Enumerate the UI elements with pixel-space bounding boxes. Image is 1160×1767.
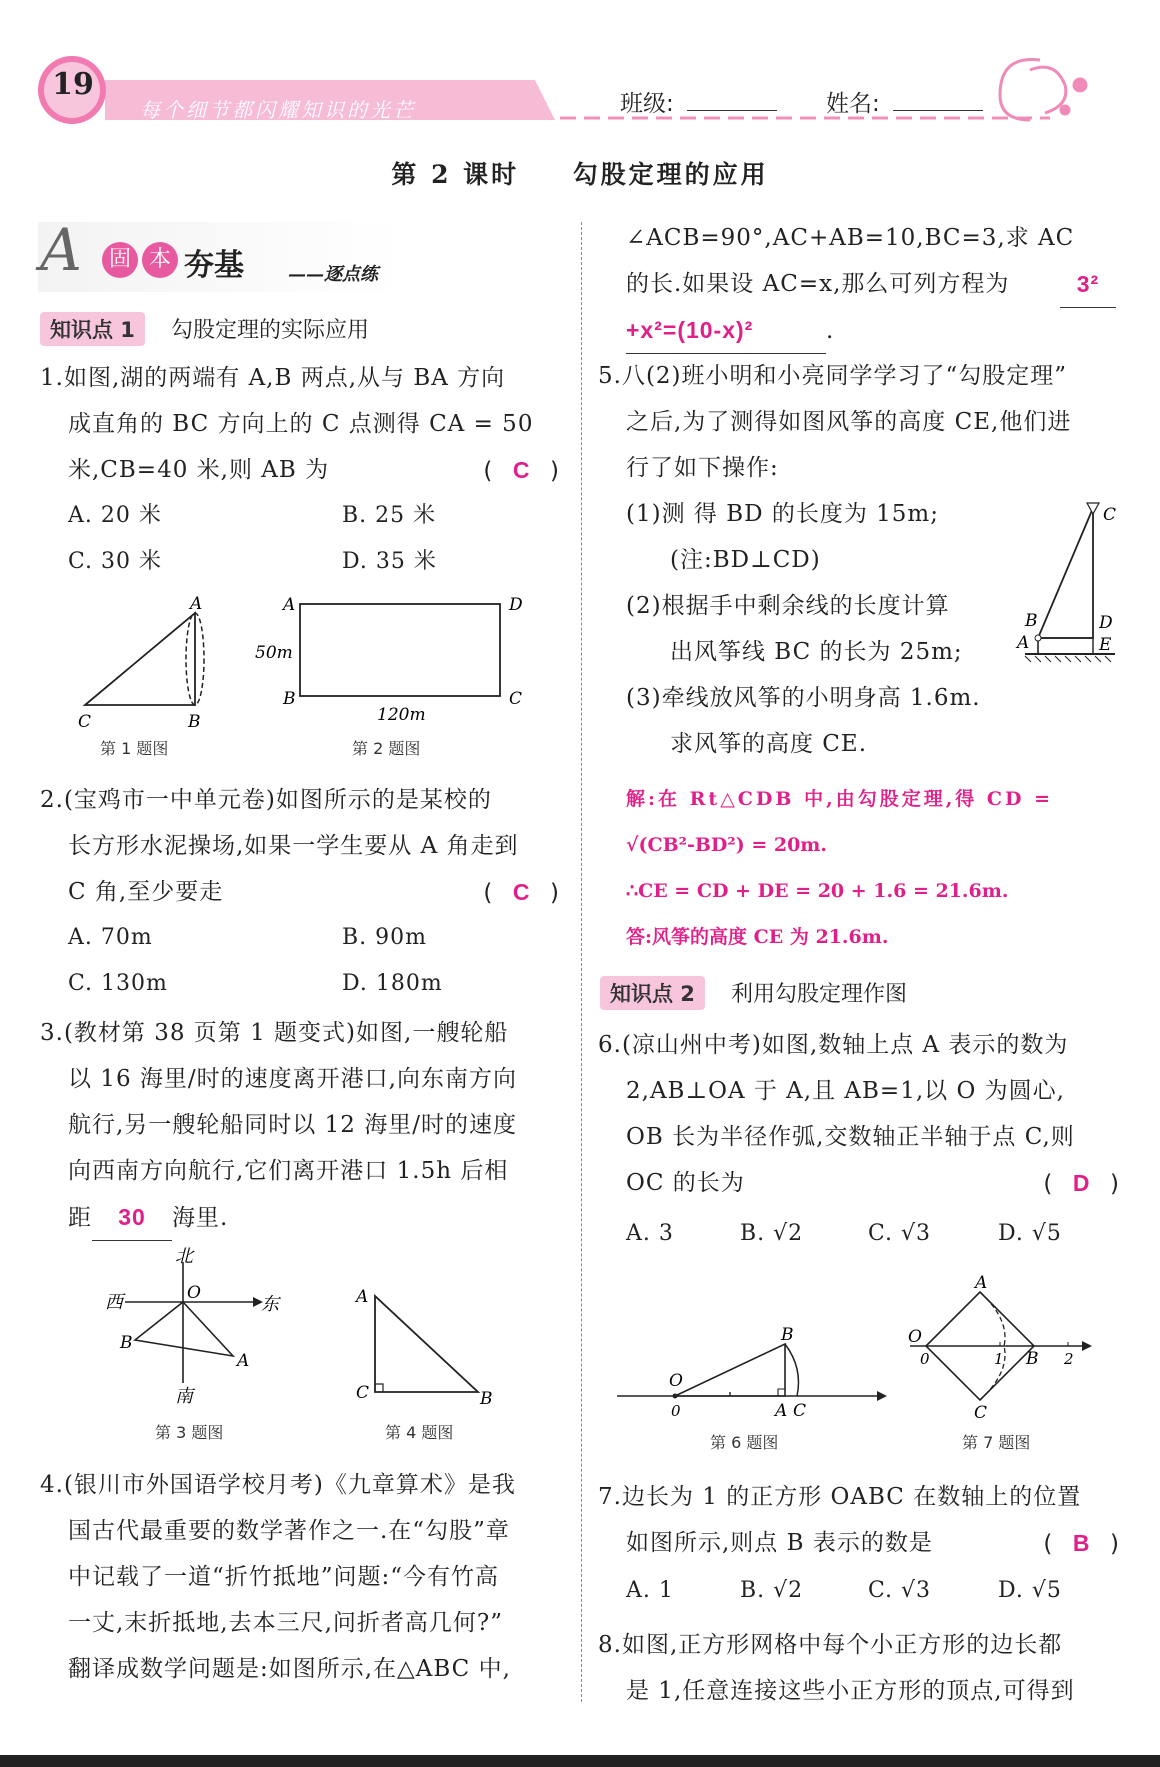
fig4-label-b: B bbox=[480, 1389, 493, 1409]
fig5-head bbox=[1035, 635, 1041, 641]
fig2-side-length: 50m bbox=[255, 643, 293, 663]
kp2-title: 利用勾股定理作图 bbox=[730, 982, 907, 1007]
banner-letter: A bbox=[40, 216, 82, 284]
fig6-label-c: C bbox=[793, 1401, 807, 1421]
fig7-label-o: O bbox=[908, 1327, 922, 1347]
fig7-label-zero: 0 bbox=[920, 1350, 930, 1368]
fig4-triangle bbox=[375, 1296, 478, 1392]
q8-line1: 8.如图,正方形网格中每个小正方形的边长都 bbox=[598, 1632, 1063, 1658]
class-label: 班级: bbox=[620, 91, 674, 117]
q5-step3-line1: (3)牵线放风筝的小明身高 1.6m. bbox=[626, 685, 981, 711]
question-8 bbox=[598, 1622, 1120, 1714]
fig1-triangle bbox=[85, 613, 195, 705]
q4-end-period: . bbox=[826, 318, 835, 344]
q3-answer[interactable]: 30 bbox=[92, 1194, 172, 1241]
fig3-label-o: O bbox=[187, 1283, 201, 1303]
figure-2 bbox=[255, 588, 535, 728]
column-divider bbox=[581, 222, 582, 1702]
q7-option-b[interactable]: B. √2 bbox=[740, 1578, 804, 1603]
q2-options-row2 bbox=[40, 961, 560, 1007]
q6-line1: 6.(凉山州中考)如图,数轴上点 A 表示的数为 bbox=[598, 1032, 1069, 1058]
question-2 bbox=[40, 777, 560, 1007]
fig3-north: 北 bbox=[175, 1246, 193, 1267]
floral-ornament-icon bbox=[1000, 59, 1086, 120]
fig7-label-b: B bbox=[1026, 1349, 1039, 1369]
q1-line3: 米,CB=40 米,则 AB 为 bbox=[68, 457, 330, 483]
figure-7 bbox=[900, 1272, 1100, 1422]
fig5-triangle bbox=[1038, 508, 1093, 638]
q5-line1: 5.八(2)班小明和小亮同学学习了“勾股定理” bbox=[598, 363, 1068, 389]
q4-line7: 的长.如果设 AC=x,那么可列方程为 bbox=[626, 271, 1010, 297]
figure-6 bbox=[615, 1320, 890, 1425]
fig1-label-b: B bbox=[188, 712, 201, 732]
name-field bbox=[826, 85, 983, 118]
q5-step1-note: (注:BD⊥CD) bbox=[670, 547, 821, 573]
q2-options-row1 bbox=[40, 915, 560, 961]
q6-option-c[interactable]: C. √3 bbox=[868, 1221, 932, 1246]
q2-option-b[interactable]: B. 90m bbox=[342, 925, 428, 950]
q4-line7-row bbox=[598, 261, 1120, 307]
q6-line3: OB 长为半径作弧,交数轴正半轴于点 C,则 bbox=[626, 1124, 1075, 1150]
q2-answer: C bbox=[512, 879, 531, 905]
fig5-hatching bbox=[1025, 656, 1111, 662]
fig7-caption: 第 7 题图 bbox=[962, 1433, 1031, 1452]
kp1-badge: 知识点 1 bbox=[40, 312, 145, 346]
fig2-label-d: D bbox=[509, 595, 523, 615]
lesson-number: 第 2 课时 bbox=[391, 160, 520, 189]
class-blank[interactable] bbox=[687, 110, 777, 111]
fig3-label-b: B bbox=[120, 1333, 133, 1353]
q1-answer: C bbox=[512, 457, 531, 483]
q5-line3: 行了如下操作: bbox=[626, 455, 779, 481]
q4-line4: 一丈,末折抵地,去本三尺,问折者高几何?” bbox=[68, 1610, 504, 1636]
fig4-label-c: C bbox=[356, 1383, 370, 1403]
q8-line2: 是 1,任意连接这些小正方形的顶点,可得到 bbox=[626, 1678, 1075, 1704]
fig7-label-c: C bbox=[974, 1403, 988, 1423]
q6-answer-box[interactable]: ( D ) bbox=[1043, 1160, 1120, 1207]
q7-line2: 如图所示,则点 B 表示的数是 bbox=[626, 1530, 933, 1556]
q1-option-b[interactable]: B. 25 米 bbox=[342, 503, 437, 528]
slogan: 每个细节都闪耀知识的光芒 bbox=[140, 98, 416, 122]
q7-answer-box[interactable]: ( B ) bbox=[1043, 1520, 1120, 1567]
q3-line3: 航行,另一艘轮船同时以 12 海里/时的速度 bbox=[68, 1112, 517, 1138]
q5-solution bbox=[626, 776, 1120, 960]
q3-line5-end: 海里. bbox=[172, 1205, 229, 1231]
banner-char1: 固 bbox=[102, 242, 138, 278]
figure-3 bbox=[105, 1246, 285, 1407]
q2-line1: 2.(宝鸡市一中单元卷)如图所示的是某校的 bbox=[40, 787, 492, 813]
q3-line5 bbox=[40, 1194, 560, 1241]
q1-option-d[interactable]: D. 35 米 bbox=[342, 549, 437, 574]
question-6 bbox=[598, 1022, 1120, 1262]
fig6-arc bbox=[785, 1344, 799, 1396]
q6-option-b[interactable]: B. √2 bbox=[740, 1221, 804, 1246]
fig3-caption: 第 3 题图 bbox=[155, 1423, 224, 1442]
fig5-label-c: C bbox=[1103, 505, 1117, 525]
class-field bbox=[620, 85, 777, 118]
kp1-title: 勾股定理的实际应用 bbox=[170, 318, 369, 343]
q1-options-row1 bbox=[40, 493, 560, 539]
q7-option-a[interactable]: A. 1 bbox=[626, 1578, 674, 1603]
fig3-label-a: A bbox=[237, 1351, 250, 1371]
q5-step1: (1)测 得 BD 的长度为 15m; bbox=[626, 501, 939, 527]
question-1 bbox=[40, 355, 560, 585]
banner-subtitle: ——逐点练 bbox=[288, 264, 378, 285]
q4-line6: ∠ACB=90°,AC+AB=10,BC=3,求 AC bbox=[626, 225, 1075, 251]
q1-line2: 成直角的 BC 方向上的 C 点测得 CA = 50 bbox=[68, 411, 534, 437]
q2-answer-box[interactable]: ( C ) bbox=[483, 869, 560, 916]
fig1-label-c: C bbox=[78, 712, 92, 732]
fig2-label-b: B bbox=[283, 689, 296, 709]
section-banner bbox=[38, 216, 418, 292]
question-4 bbox=[40, 1462, 560, 1692]
q6-option-a[interactable]: A. 3 bbox=[626, 1221, 674, 1246]
question-4-continued bbox=[598, 215, 1120, 354]
q1-answer-box[interactable]: ( C ) bbox=[483, 447, 560, 494]
name-label: 姓名: bbox=[826, 91, 880, 117]
q5-solution-line2: √(CB²-BD²) = 20m. bbox=[626, 834, 828, 856]
q7-answer: B bbox=[1072, 1530, 1091, 1556]
q4-line1: 4.(银川市外国语学校月考)《九章算术》是我 bbox=[40, 1472, 516, 1498]
q1-line1: 1.如图,湖的两端有 A,B 两点,从与 BA 方向 bbox=[40, 365, 506, 391]
q7-options bbox=[598, 1566, 1120, 1616]
q2-option-c[interactable]: C. 130m bbox=[68, 971, 168, 996]
q5-step2-line1: (2)根据手中剩余线的长度计算 bbox=[626, 593, 950, 619]
knowledge-point-1 bbox=[40, 312, 369, 346]
fig2-label-a: A bbox=[283, 595, 296, 615]
fig7-label-a: A bbox=[975, 1273, 988, 1293]
q7-option-c[interactable]: C. √3 bbox=[868, 1578, 932, 1603]
figure-5 bbox=[1005, 498, 1135, 663]
fig3-triangle bbox=[135, 1302, 233, 1356]
fig4-label-a: A bbox=[356, 1287, 369, 1307]
fig6-origin bbox=[673, 1394, 678, 1399]
fig1-caption: 第 1 题图 bbox=[100, 739, 169, 758]
kp2-badge: 知识点 2 bbox=[600, 976, 705, 1010]
fig6-label-a: A bbox=[775, 1401, 788, 1421]
fig7-label-one: 1 bbox=[994, 1350, 1004, 1368]
q7-option-d[interactable]: D. √5 bbox=[998, 1578, 1062, 1603]
kite-icon bbox=[1087, 503, 1099, 514]
q2-option-d[interactable]: D. 180m bbox=[342, 971, 443, 996]
page-title bbox=[0, 155, 1160, 191]
fig6-right-angle bbox=[778, 1389, 785, 1396]
q6-line4-row bbox=[598, 1160, 1120, 1206]
figure-1 bbox=[60, 595, 230, 735]
q5-step2-line2: 出风筝线 BC 的长为 25m; bbox=[670, 639, 963, 665]
fig7-label-two: 2 bbox=[1064, 1350, 1074, 1368]
fig2-rectangle bbox=[300, 604, 500, 696]
q6-option-d[interactable]: D. √5 bbox=[998, 1221, 1062, 1246]
question-7 bbox=[598, 1474, 1120, 1616]
fig6-arrow-icon bbox=[877, 1391, 887, 1401]
fig2-label-c: C bbox=[509, 689, 523, 709]
q1-option-c[interactable]: C. 30 米 bbox=[68, 549, 163, 574]
fig4-right-angle bbox=[375, 1384, 383, 1392]
figure-4 bbox=[350, 1282, 500, 1407]
fig3-west: 西 bbox=[105, 1292, 123, 1313]
q3-line1: 3.(教材第 38 页第 1 题变式)如图,一艘轮船 bbox=[40, 1020, 509, 1046]
q1-option-a[interactable]: A. 20 米 bbox=[68, 503, 162, 528]
question-3 bbox=[40, 1010, 560, 1241]
q4-answer-part2[interactable]: +x²=(10-x)² bbox=[626, 307, 826, 354]
q2-line3-row bbox=[40, 869, 560, 915]
fig6-label-b: B bbox=[781, 1325, 794, 1345]
q1-line3-row bbox=[40, 447, 560, 493]
bottom-edge bbox=[0, 1755, 1160, 1767]
fig6-triangle bbox=[675, 1344, 785, 1396]
q5-line2: 之后,为了测得如图风筝的高度 CE,他们进 bbox=[626, 409, 1072, 435]
q5-solution-line3: ∴CE = CD + DE = 20 + 1.6 = 21.6m. bbox=[626, 880, 1009, 902]
fig1-label-a: A bbox=[190, 594, 203, 614]
banner-char2: 本 bbox=[142, 242, 178, 278]
knowledge-point-2 bbox=[600, 976, 907, 1010]
q3-line4: 向西南方向航行,它们离开港口 1.5h 后相 bbox=[68, 1158, 509, 1184]
q2-line3: C 角,至少要走 bbox=[68, 879, 224, 905]
lesson-topic: 勾股定理的应用 bbox=[572, 160, 769, 189]
fig5-label-e: E bbox=[1099, 635, 1112, 655]
q4-line8 bbox=[598, 307, 1120, 354]
fig6-caption: 第 6 题图 bbox=[710, 1433, 779, 1452]
q5-step3-line2: 求风筝的高度 CE. bbox=[670, 731, 868, 757]
q1-options-row2 bbox=[40, 539, 560, 585]
q4-answer-part1[interactable]: 3² bbox=[1060, 261, 1116, 308]
q6-line2: 2,AB⊥OA 于 A,且 AB=1,以 O 为圆心, bbox=[626, 1078, 1065, 1104]
q6-line4: OC 的长为 bbox=[626, 1170, 745, 1196]
q2-option-a[interactable]: A. 70m bbox=[68, 925, 153, 950]
fig2-caption: 第 2 题图 bbox=[352, 739, 421, 758]
q3-line2: 以 16 海里/时的速度离开港口,向东南方向 bbox=[68, 1066, 517, 1092]
q6-answer: D bbox=[1072, 1170, 1091, 1196]
page-number: 19 bbox=[52, 67, 94, 102]
banner-title: 夯基 bbox=[184, 248, 244, 283]
q6-options bbox=[598, 1206, 1120, 1262]
fig5-label-a: A bbox=[1017, 633, 1030, 653]
fig6-label-o: O bbox=[669, 1371, 683, 1391]
fig7-arrow-icon bbox=[1082, 1341, 1092, 1351]
q4-line5: 翻译成数学问题是:如图所示,在△ABC 中, bbox=[68, 1656, 511, 1682]
fig3-east: 东 bbox=[261, 1294, 279, 1315]
name-blank[interactable] bbox=[893, 110, 983, 111]
q4-line2: 国古代最重要的数学著作之一.在“勾股”章 bbox=[68, 1518, 510, 1544]
fig2-bottom-length: 120m bbox=[377, 705, 426, 725]
q5-solution-line1: 解:在 Rt△CDB 中,由勾股定理,得 CD = bbox=[626, 788, 1054, 810]
q7-line1: 7.边长为 1 的正方形 OABC 在数轴上的位置 bbox=[598, 1484, 1082, 1510]
q7-line2-row bbox=[598, 1520, 1120, 1566]
q5-solution-line4: 答:风筝的高度 CE 为 21.6m. bbox=[626, 926, 889, 948]
fig5-label-d: D bbox=[1099, 613, 1113, 633]
fig3-south: 南 bbox=[175, 1386, 193, 1407]
q3-line5-start: 距 bbox=[68, 1205, 92, 1231]
fig4-caption: 第 4 题图 bbox=[385, 1423, 454, 1442]
q4-line3: 中记载了一道“折竹抵地”问题:“今有竹高 bbox=[68, 1564, 500, 1590]
q2-line2: 长方形水泥操场,如果一学生要从 A 角走到 bbox=[68, 833, 519, 859]
fig6-label-zero: 0 bbox=[671, 1402, 681, 1420]
fig5-label-b: B bbox=[1025, 611, 1038, 631]
